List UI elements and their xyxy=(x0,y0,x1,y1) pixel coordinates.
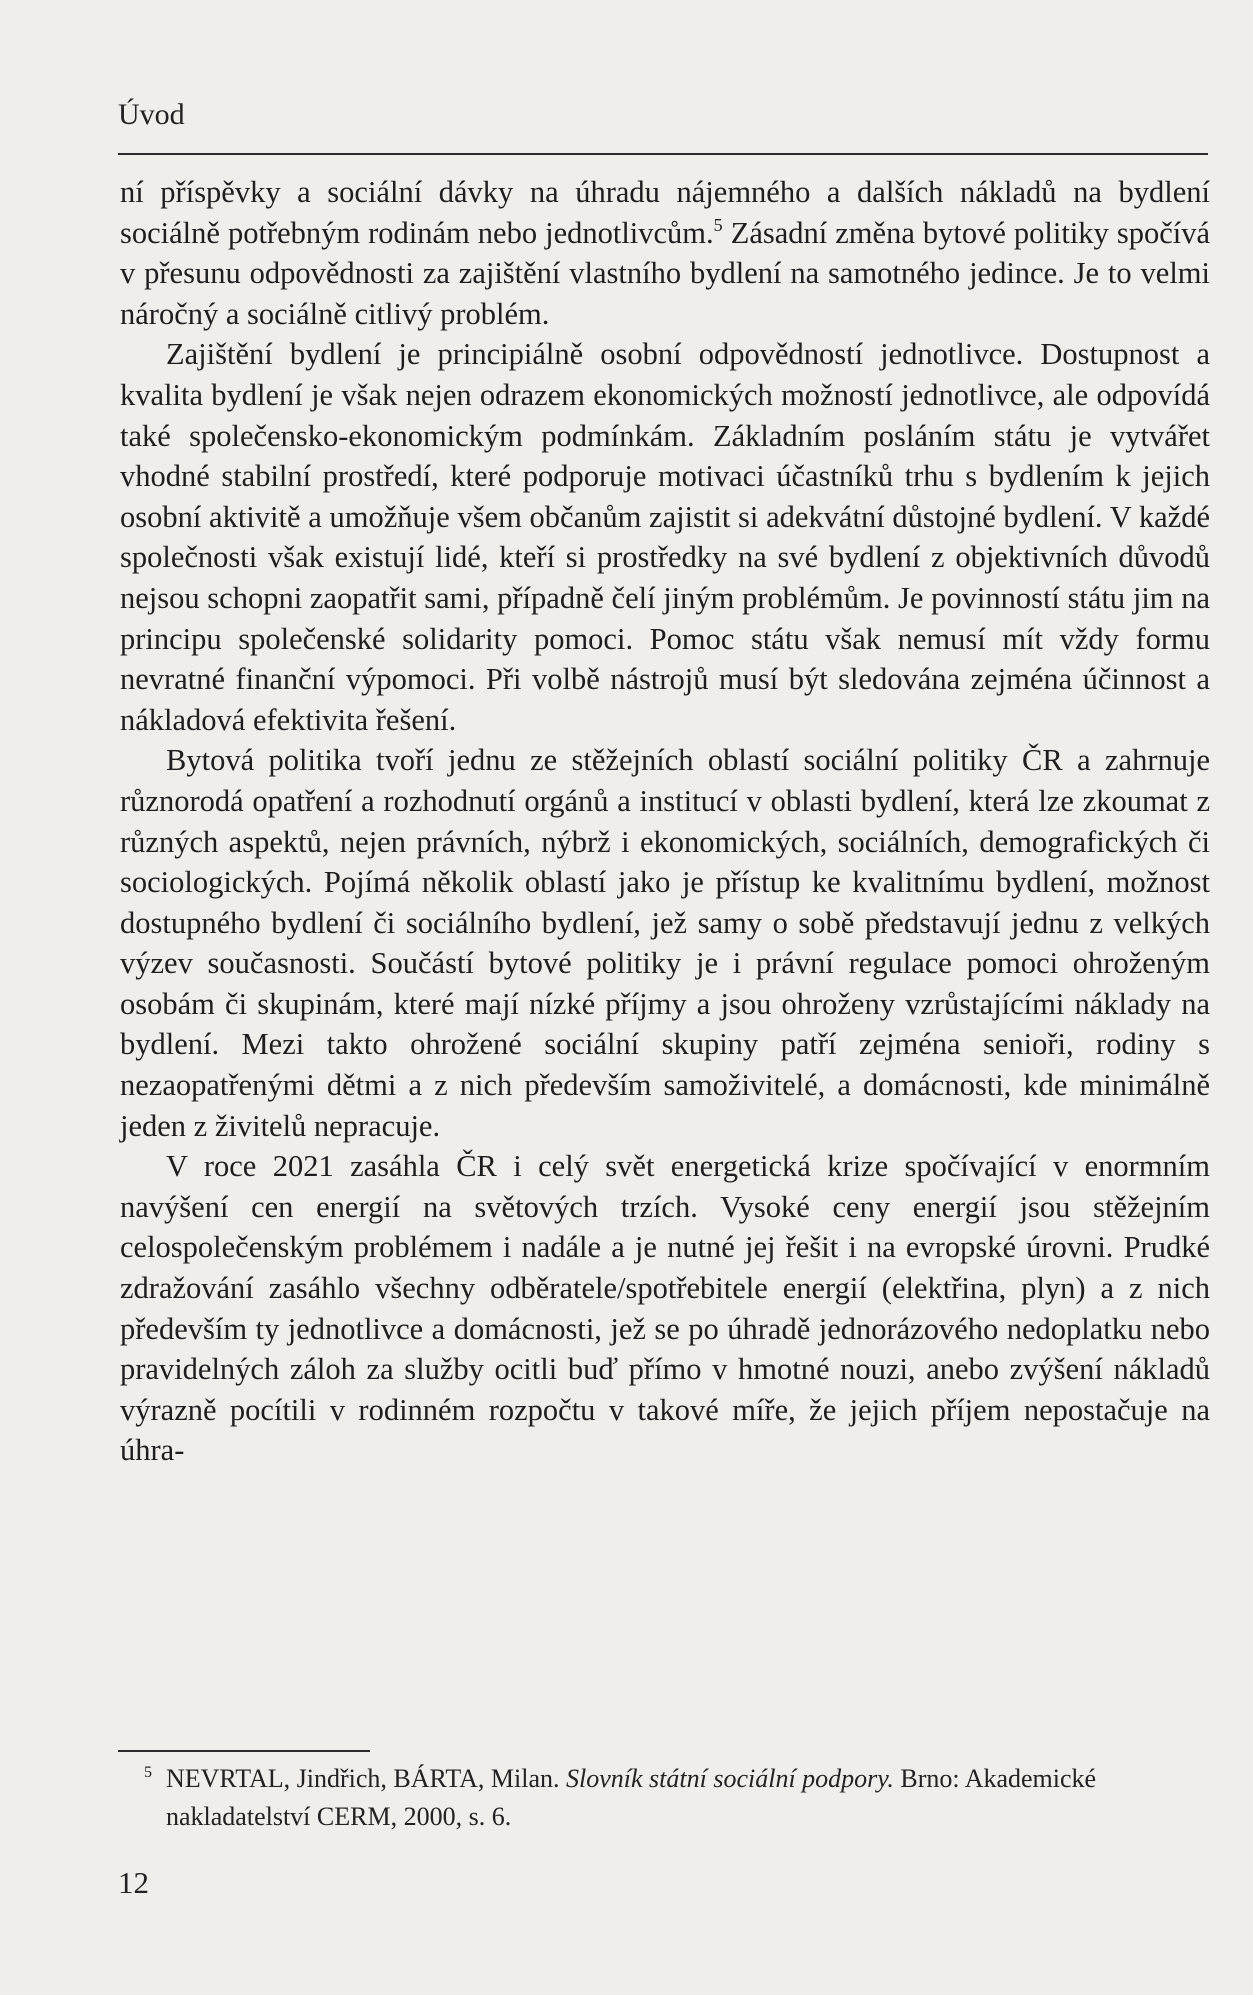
paragraph-1-text-b: Zásadní změna bytové politiky spočívá v přesunu odpovědnosti za zajištění vlastního bydlení na samotného jedince. Je to velmi náročný a sociálně citlivý problém. xyxy=(120,215,1210,331)
footnote-publisher: Brno: Akademické nakladatelství CERM, 2000, s. 6. xyxy=(166,1764,1097,1831)
paragraph-1-text-a: ní příspěvky a sociální dávky na úhradu nájemného a dalších nákladů na bydlení sociálně potřebným rodinám nebo jednotlivcům. xyxy=(120,175,1210,250)
header-rule xyxy=(118,153,1208,155)
footnote: 5 NEVRTAL, Jindřich, BÁRTA, Milan. Slovník státní sociální podpory. Brno: Akademické nakladatelství CERM, 2000, s. 6. xyxy=(118,1760,1210,1836)
body-text xyxy=(120,172,1210,1471)
paragraph-2: Zajištění bydlení je principiálně osobní odpovědností jednotlivce. Dostupnost a kvalita bydlení je však nejen odrazem ekonomických možností jednotlivce, ale odpovídá také společensko-ekonomickým podmínkám. Základním posláním státu je vytvářet vhodné stabilní prostředí, které podporuje motivaci účastníků trhu s bydlením k jejich osobní aktivitě a umožňuje všem občanům zajistit si adekvátní důstojné bydlení. V každé společnosti však existují lidé, kteří si prostředky na své bydlení z objektivních důvodů nejsou schopni zaopatřit sami, případně čelí jiným problémům. Je povinností státu jim na principu společenské solidarity pomoci. Pomoc státu však nemusí mít vždy formu nevratné finanční výpomoci. Při volbě nástrojů musí být sledována zejména účinnost a nákladová efektivita řešení. xyxy=(120,337,1210,737)
footnote-title: Slovník státní sociální podpory. xyxy=(566,1764,894,1793)
running-head: Úvod xyxy=(118,98,185,131)
footnote-rule xyxy=(118,1750,370,1752)
paragraph-1 xyxy=(120,172,1210,334)
footnote-body xyxy=(166,1760,1210,1836)
footnote-authors: NEVRTAL, Jindřich, BÁRTA, Milan. xyxy=(166,1764,567,1793)
footnote-reference: 5 xyxy=(713,214,723,235)
page-number: 12 xyxy=(118,1865,149,1900)
paragraph-4: V roce 2021 zasáhla ČR i celý svět energetická krize spočívající v enormním navýšení cen energií na světových trzích. Vysoké ceny energií jsou stěžejním celospolečenským problémem i nadále a je nutné jej řešit i na evropské úrovni. Prudké zdražování zasáhlo všechny odběratele/spotřebitele energií (elektřina, plyn) a z nich především ty jednotlivce a domácnosti, jež se po úhradě jednorázového nedoplatku nebo pravidelných záloh za služby ocitli buď přímo v hmotné nouzi, anebo zvýšení nákladů výrazně pocítili v rodinném rozpočtu v takové míře, že jejich příjem nepostačuje na úhra- xyxy=(120,1149,1210,1468)
paragraph-3: Bytová politika tvoří jednu ze stěžejních oblastí sociální politiky ČR a zahrnuje různorodá opatření a rozhodnutí orgánů a institucí v oblasti bydlení, která lze zkoumat z různých aspektů, nejen právních, nýbrž i ekonomických, sociálních, demografických či sociologických. Pojímá několik oblastí jako je přístup ke kvalitnímu bydlení, možnost dostupného bydlení či sociálního bydlení, jež samy o sobě představují jednu z velkých výzev současnosti. Součástí bytové politiky je i právní regulace pomoci ohroženým osobám či skupinám, které mají nízké příjmy a jsou ohroženy vzrůstajícími náklady na bydlení. Mezi takto ohrožené sociální skupiny patří zejména senioři, rodiny s nezaopatřenými dětmi a z nich především samoživitelé, a domácnosti, kde minimálně jeden z živitelů nepracuje. xyxy=(120,743,1210,1143)
